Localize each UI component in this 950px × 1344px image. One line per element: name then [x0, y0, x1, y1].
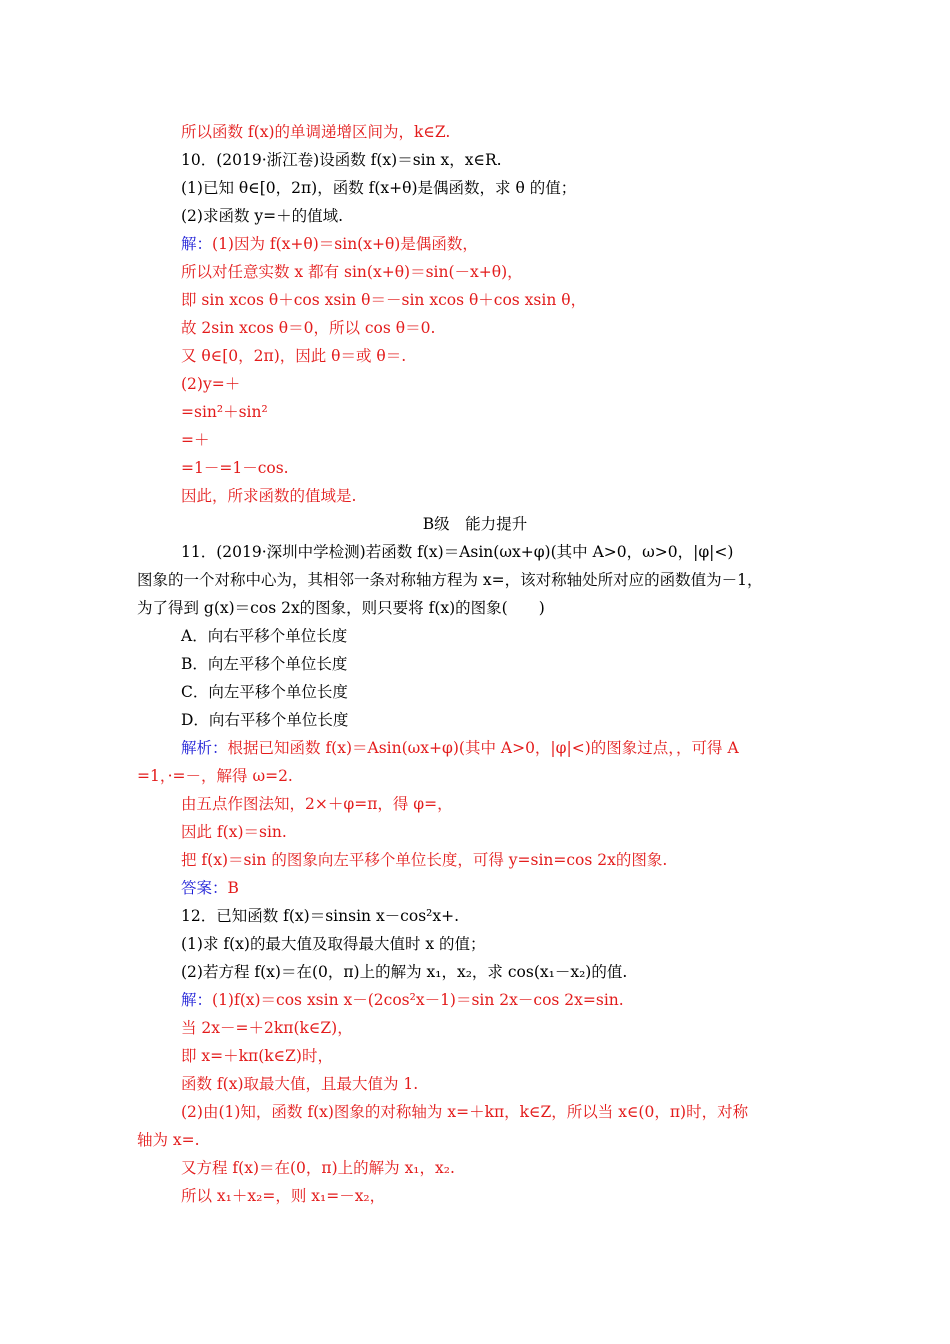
line-text: 根据已知函数 f(x)＝Asin(ωx+φ)(其中 A>0，|φ|<)的图象过点，，可得 A: [227, 739, 739, 757]
line-text: B．向左平移个单位长度: [181, 655, 348, 673]
line-text: B: [227, 879, 239, 897]
text-line: [181, 262, 523, 282]
line-text: (2)若方程 f(x)＝在(0，π)上的解为 x₁，x₂，求 cos(x₁－x₂)的值.: [181, 963, 628, 981]
solution-label: 解：: [181, 991, 213, 1009]
line-text: 当 2x－=＋2kπ(k∈Z)，: [181, 1019, 353, 1037]
line-text: =1－=1－cos.: [181, 459, 289, 477]
text-line: [181, 346, 406, 366]
text-line: [181, 990, 624, 1010]
line-text: C．向左平移个单位长度: [181, 683, 348, 701]
line-text: D．向右平移个单位长度: [181, 711, 349, 729]
text-line: [181, 122, 450, 142]
line-text: 轴为 x=.: [137, 1131, 200, 1149]
line-text: (2)求函数 y=＋的值域.: [181, 207, 344, 225]
text-line: [181, 710, 348, 730]
solution-label: 答案：: [181, 879, 228, 897]
line-text: 又方程 f(x)＝在(0，π)上的解为 x₁，x₂.: [181, 1159, 455, 1177]
line-text: (2)由(1)知，函数 f(x)图象的对称轴为 x=＋kπ，k∈Z，所以当 x∈(0，π)时，对称: [181, 1103, 749, 1121]
text-line: [181, 1074, 418, 1094]
text-line: [181, 654, 347, 674]
text-line: [181, 178, 576, 198]
line-text: 所以 x₁＋x₂=，则 x₁=－x₂，: [181, 1187, 386, 1205]
text-line: [181, 1102, 748, 1122]
line-text: =＋: [181, 431, 210, 449]
text-line: [181, 1046, 333, 1066]
text-line: [137, 598, 545, 618]
text-line: [181, 430, 210, 450]
line-text: =1，·=－，解得 ω=2.: [137, 767, 293, 785]
line-text: (2)y=＋: [181, 375, 241, 393]
line-text: 又 θ∈[0，2π)，因此 θ＝或 θ＝.: [181, 347, 407, 365]
text-line: [181, 374, 240, 394]
line-text: =sin²＋sin²: [181, 403, 268, 421]
text-line: [181, 822, 287, 842]
text-line: [181, 486, 356, 506]
text-line: [181, 850, 667, 870]
text-line: [137, 1130, 200, 1150]
text-line: [137, 570, 763, 590]
line-text: B级 能力提升: [422, 515, 528, 533]
text-line: [181, 1186, 385, 1206]
text-line: [181, 542, 733, 562]
text-line: [137, 766, 293, 786]
text-line: [181, 626, 347, 646]
line-text: (1)因为 f(x+θ)＝sin(x+θ)是偶函数，: [212, 235, 478, 253]
line-text: 为了得到 g(x)＝cos 2x的图象，则只要将 f(x)的图象( ): [137, 599, 545, 617]
text-line: [181, 1018, 353, 1038]
text-line: [181, 150, 502, 170]
line-text: 图象的一个对称中心为，其相邻一条对称轴方程为 x=，该对称轴处所对应的函数值为－1，: [137, 571, 763, 589]
line-text: (1)f(x)＝cos xsin x－(2cos²x－1)＝sin 2x－cos 2x=sin.: [212, 991, 624, 1009]
text-line: [181, 206, 343, 226]
line-text: 因此，所求函数的值域是.: [181, 487, 357, 505]
section-heading: [0, 514, 950, 534]
line-text: 由五点作图法知，2×＋φ=π，得 φ=，: [181, 795, 453, 813]
text-line: [181, 402, 268, 422]
line-text: 把 f(x)＝sin 的图象向左平移个单位长度，可得 y=sin=cos 2x的图象.: [181, 851, 668, 869]
line-text: 12．已知函数 f(x)＝sinsin x－cos²x+.: [181, 907, 460, 925]
line-text: 11．(2019·深圳中学检测)若函数 f(x)＝Asin(ωx+φ)(其中 A>0，ω>0，|φ|<): [181, 543, 734, 561]
text-line: [181, 934, 486, 954]
text-line: [181, 290, 586, 310]
line-text: 10．(2019·浙江卷)设函数 f(x)＝sin x，x∈R.: [181, 151, 502, 169]
solution-label: 解析：: [181, 739, 228, 757]
text-line: [181, 794, 453, 814]
text-line: [181, 1158, 455, 1178]
text-line: [181, 738, 739, 758]
line-text: 因此 f(x)＝sin.: [181, 823, 287, 841]
text-line: [181, 906, 459, 926]
text-line: [181, 878, 239, 898]
line-text: 所以对任意实数 x 都有 sin(x+θ)＝sin(－x+θ)，: [181, 263, 523, 281]
text-line: [181, 682, 348, 702]
text-line: [181, 962, 627, 982]
solution-label: 解：: [181, 235, 213, 253]
text-line: [181, 234, 478, 254]
line-text: A．向右平移个单位长度: [181, 627, 348, 645]
line-text: (1)求 f(x)的最大值及取得最大值时 x 的值；: [181, 935, 486, 953]
line-text: 所以函数 f(x)的单调递增区间为，k∈Z.: [181, 123, 451, 141]
line-text: 即 x=＋kπ(k∈Z)时，: [181, 1047, 333, 1065]
line-text: 函数 f(x)取最大值，且最大值为 1.: [181, 1075, 419, 1093]
line-text: (1)已知 θ∈[0，2π)，函数 f(x+θ)是偶函数，求 θ 的值；: [181, 179, 577, 197]
text-line: [181, 458, 289, 478]
line-text: 即 sin xcos θ＋cos xsin θ＝－sin xcos θ＋cos xsin θ，: [181, 291, 587, 309]
line-text: 故 2sin xcos θ＝0，所以 cos θ＝0.: [181, 319, 436, 337]
text-line: [181, 318, 435, 338]
